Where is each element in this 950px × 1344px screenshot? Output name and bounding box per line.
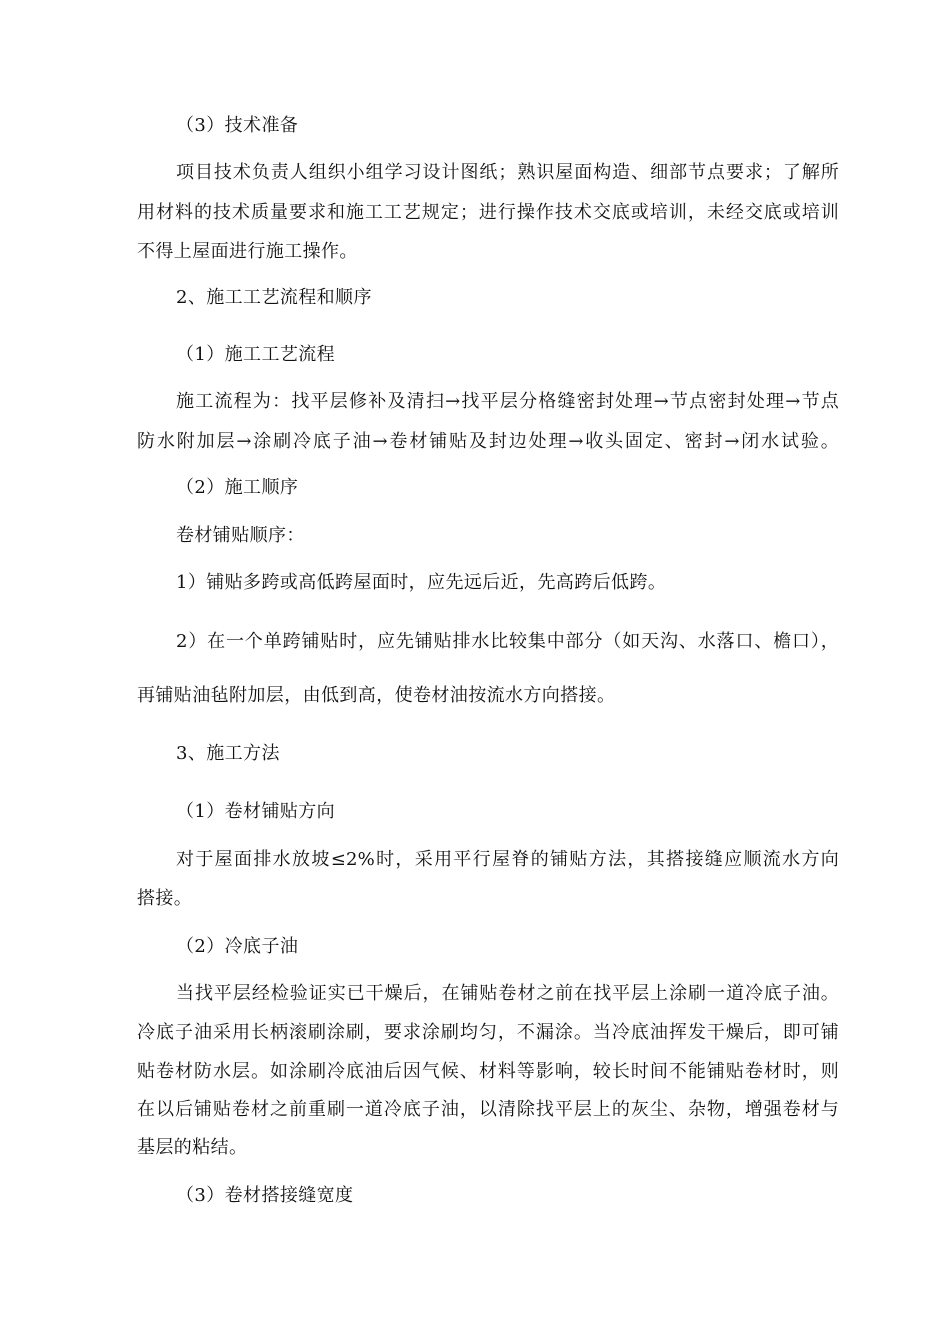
tech-prep-paragraph-line-1: 项目技术负责人组织小组学习设计图纸；熟识屋面构造、细部节点要求；了解所: [176, 162, 839, 183]
primer-paragraph-line-3: 贴卷材防水层。如涂刷冷底油后因气候、材料等影响，较长时间不能铺贴卷材时，则: [137, 1061, 839, 1082]
flow-heading: （1）施工工艺流程: [176, 344, 336, 365]
overlap-heading: （3）卷材搭接缝宽度: [176, 1185, 354, 1206]
order-item-2-line-1: 2）在一个单跨铺贴时，应先铺贴排水比较集中部分（如天沟、水落口、檐口），: [176, 631, 839, 652]
direction-paragraph-line-2: 搭接。: [137, 888, 193, 909]
primer-paragraph-line-5: 基层的粘结。: [137, 1137, 248, 1158]
direction-heading: （1）卷材铺贴方向: [176, 801, 336, 822]
tech-prep-paragraph-line-2: 用材料的技术质量要求和施工工艺规定；进行操作技术交底或培训，未经交底或培训: [137, 202, 839, 223]
section-3-heading: 3、施工方法: [176, 743, 280, 764]
order-item-2-line-2: 再铺贴油毡附加层，由低到高，使卷材油按流水方向搭接。: [137, 685, 616, 706]
primer-paragraph-line-4: 在以后铺贴卷材之前重刷一道冷底子油，以清除找平层上的灰尘、杂物，增强卷材与: [137, 1099, 839, 1120]
direction-paragraph-line-1: 对于屋面排水放坡≤2%时，采用平行屋脊的铺贴方法，其搭接缝应顺流水方向: [176, 849, 839, 870]
section-2-heading: 2、施工工艺流程和顺序: [176, 287, 372, 308]
tech-prep-heading: （3）技术准备: [176, 115, 299, 136]
flow-paragraph-line-2: 防水附加层→涂刷冷底子油→卷材铺贴及封边处理→收头固定、密封→闭水试验。: [137, 431, 839, 452]
primer-heading: （2）冷底子油: [176, 936, 299, 957]
order-item-1: 1）铺贴多跨或高低跨屋面时，应先远后近，先高跨后低跨。: [176, 572, 667, 593]
primer-paragraph-line-2: 冷底子油采用长柄滚刷涂刷，要求涂刷均匀，不漏涂。当冷底油挥发干燥后，即可铺: [137, 1022, 839, 1043]
tech-prep-paragraph-line-3: 不得上屋面进行施工操作。: [137, 241, 358, 262]
order-intro: 卷材铺贴顺序：: [176, 525, 305, 546]
flow-paragraph-line-1: 施工流程为：找平层修补及清扫→找平层分格缝密封处理→节点密封处理→节点: [176, 391, 839, 412]
order-heading: （2）施工顺序: [176, 477, 299, 498]
primer-paragraph-line-1: 当找平层经检验证实已干燥后，在铺贴卷材之前在找平层上涂刷一道冷底子油。: [176, 983, 839, 1004]
